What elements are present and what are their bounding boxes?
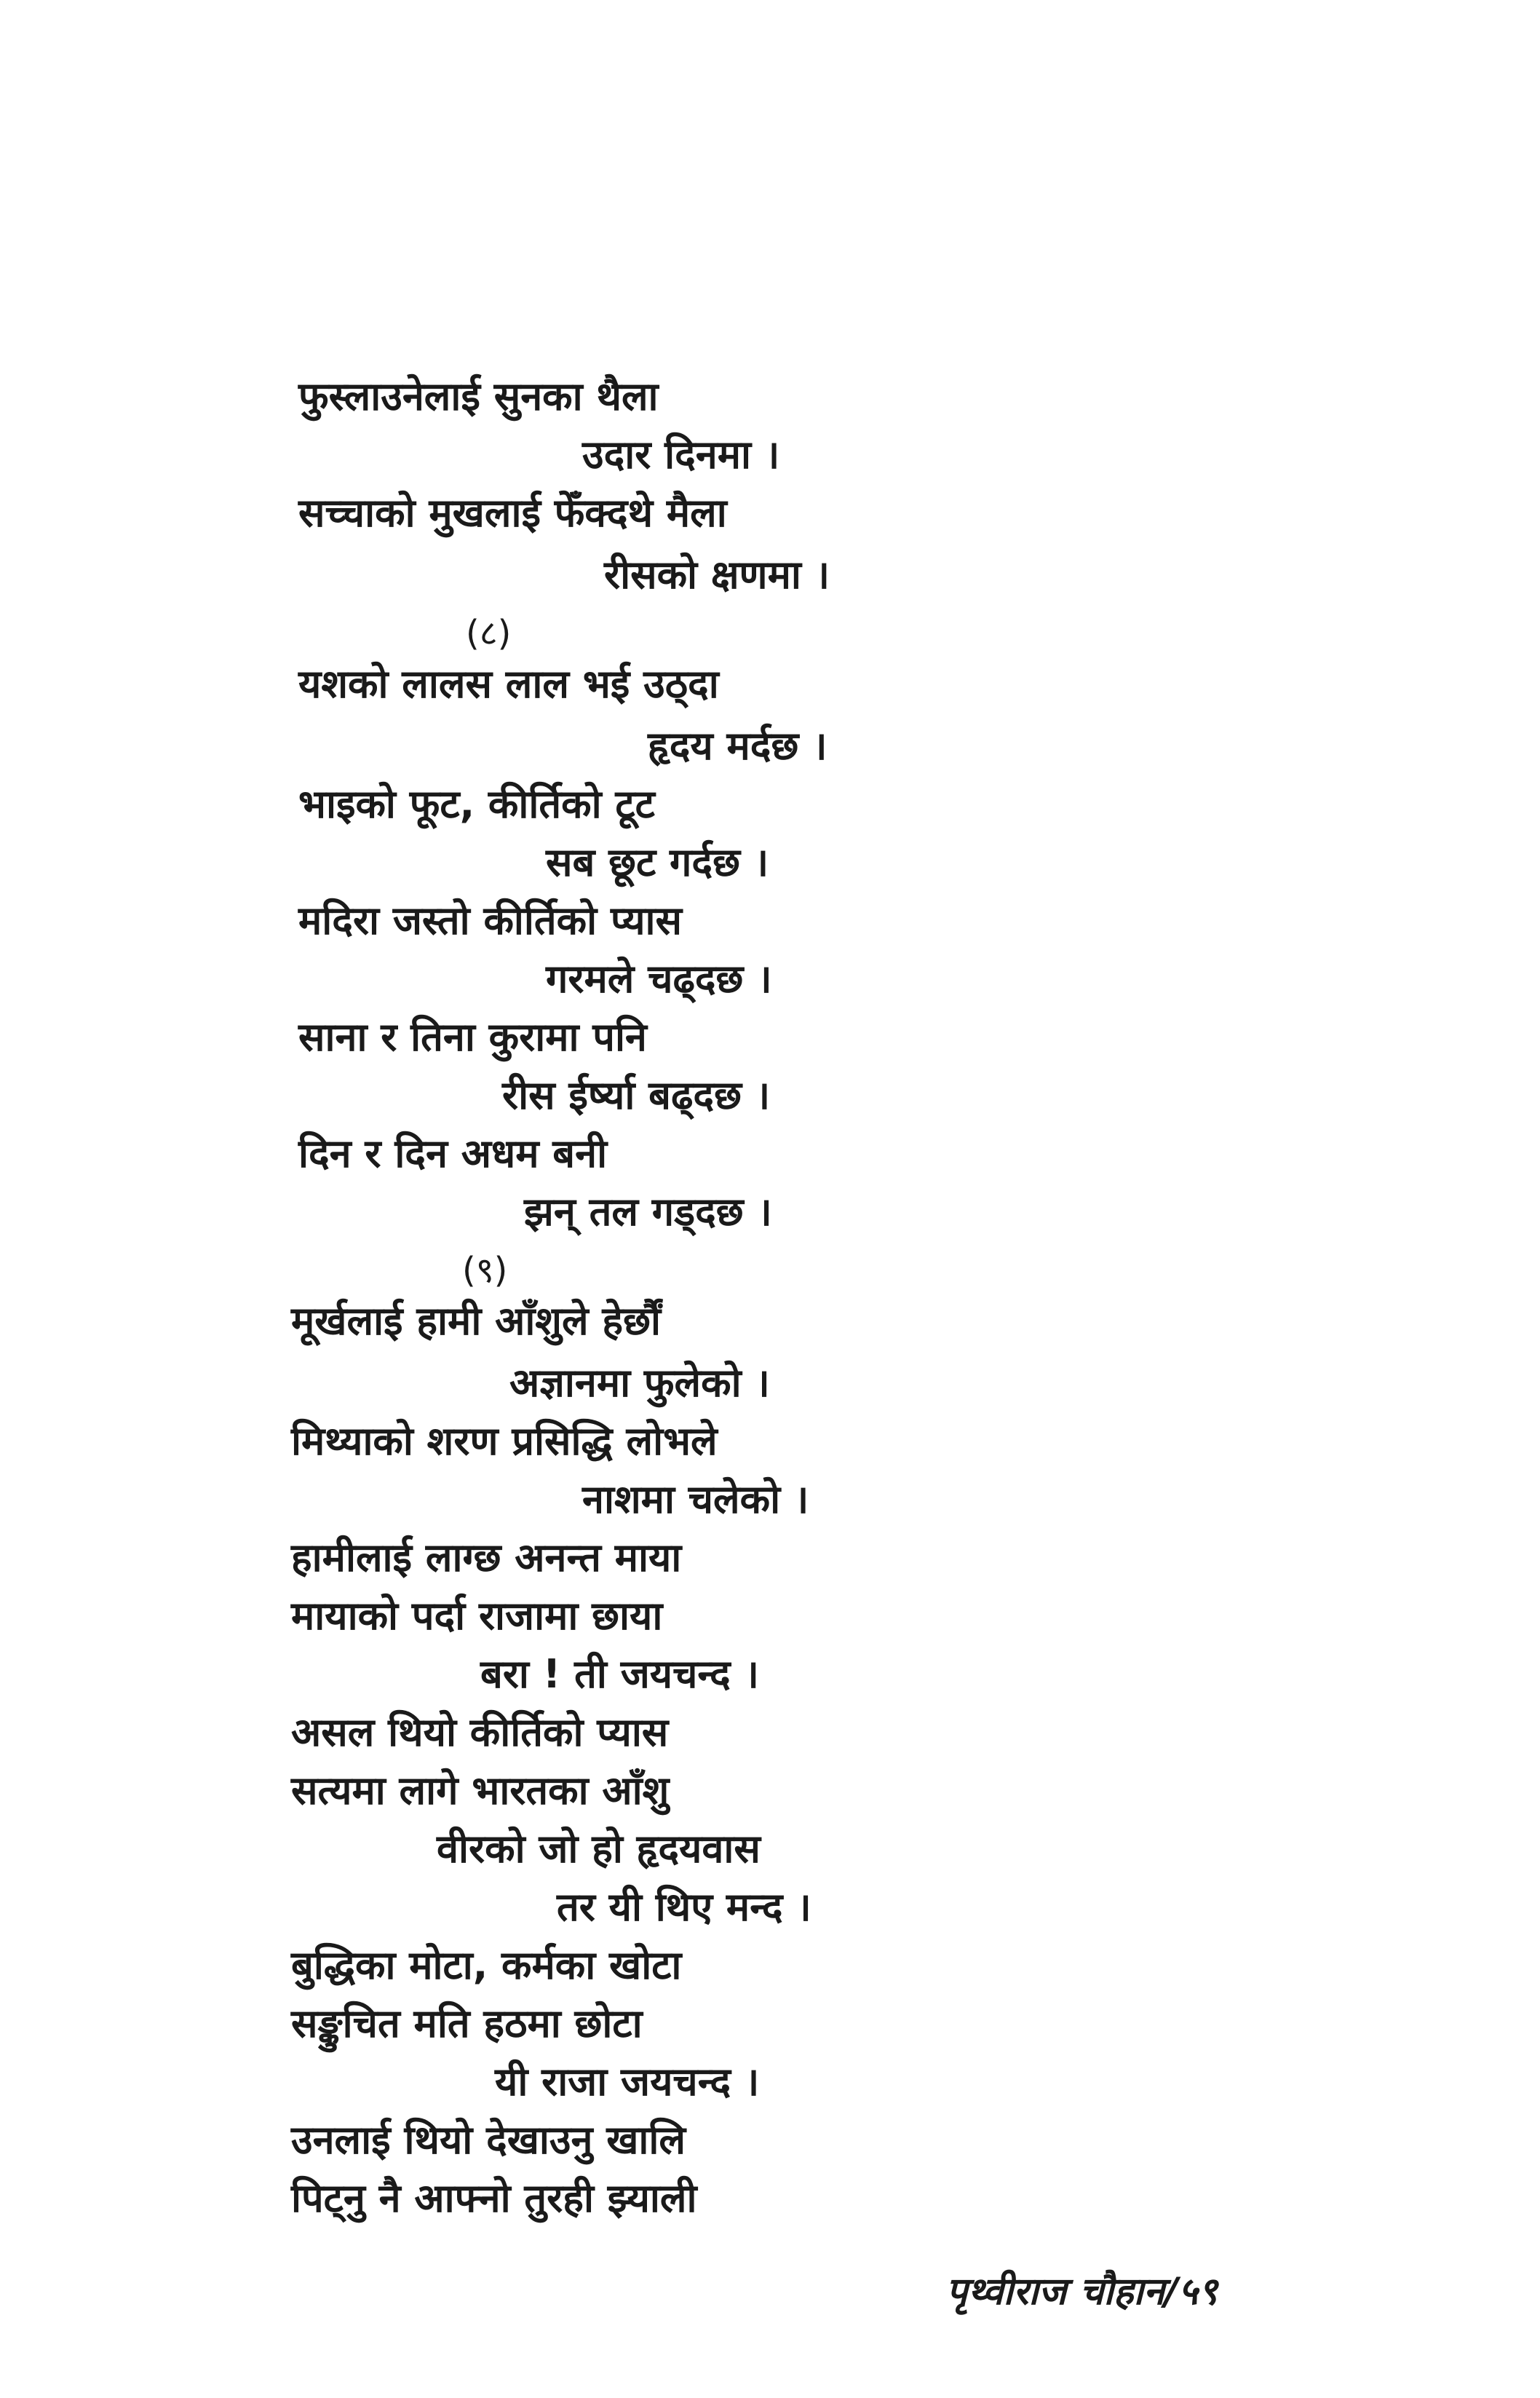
poem-line: बुद्धिका मोटा, कर्मका खोटा — [291, 1942, 682, 1988]
poem-line: सत्यमा लागे भारतका आँशु — [291, 1768, 670, 1813]
poem-line: असल थियो कीर्तिको प्यास — [291, 1709, 669, 1755]
poem-line: यशको लालस लाल भई उठ्दा — [298, 661, 719, 707]
poem-line: हामीलाई लाग्छ अनन्त माया — [291, 1535, 682, 1580]
poem-line: उनलाई थियो देखाउनु खालि — [291, 2117, 686, 2163]
poem-line: भाइको फूट, कीर्तिको टूट — [298, 781, 655, 827]
poem-line: रीसको क्षणमा । — [604, 552, 830, 598]
poem-line: सच्चाको मुखलाई फेँक्दथे मैला — [298, 490, 727, 536]
poem-line: हृदय मर्दछ । — [648, 723, 827, 769]
poem-line: तर यी थिए मन्द । — [557, 1884, 811, 1930]
poem-line: वीरको जो हो हृदयवास — [437, 1826, 761, 1872]
poem-line: सङ्कुचित मति हठमा छोटा — [291, 2001, 643, 2046]
poem-line: सब छूट गर्दछ । — [546, 839, 769, 885]
poem-line: मायाको पर्दा राजामा छाया — [291, 1593, 663, 1639]
running-footer: पृथ्वीराज चौहान/५९ — [946, 2270, 1218, 2314]
poem-line: पिट्नु नै आफ्नो तुरही झ्याली — [291, 2175, 697, 2221]
poem-line: झन् तल गड्दछ । — [524, 1189, 772, 1235]
poem-line: नाशमा चलेको । — [582, 1476, 809, 1522]
poem-line: दिन र दिन अधम बनी — [298, 1131, 608, 1176]
poem-line: बरा ! ती जयचन्द । — [480, 1651, 760, 1697]
poem-line: मदिरा जस्तो कीर्तिको प्यास — [298, 898, 683, 943]
poem-line: मिथ्याको शरण प्रसिद्धि लोभले — [291, 1418, 718, 1464]
poem-line: गरमले चढ्दछ । — [546, 956, 772, 1002]
poem-line: उदार दिनमा । — [582, 432, 780, 478]
poem-line: अज्ञानमा फुलेको । — [509, 1360, 770, 1406]
poem-line: मूर्खलाई हामी आँशुले हेर्छौं — [291, 1298, 661, 1344]
poem-line: साना र तिना कुरामा पनि — [298, 1014, 647, 1060]
poem-line: रीस ईर्ष्या बढ्दछ । — [502, 1072, 771, 1118]
stanza-number: (९) — [462, 1250, 508, 1291]
stanza-number: (८) — [466, 613, 512, 654]
poem-line: फुस्लाउनेलाई सुनका थैला — [298, 373, 659, 419]
poem-line: यी राजा जयचन्द । — [495, 2059, 760, 2105]
